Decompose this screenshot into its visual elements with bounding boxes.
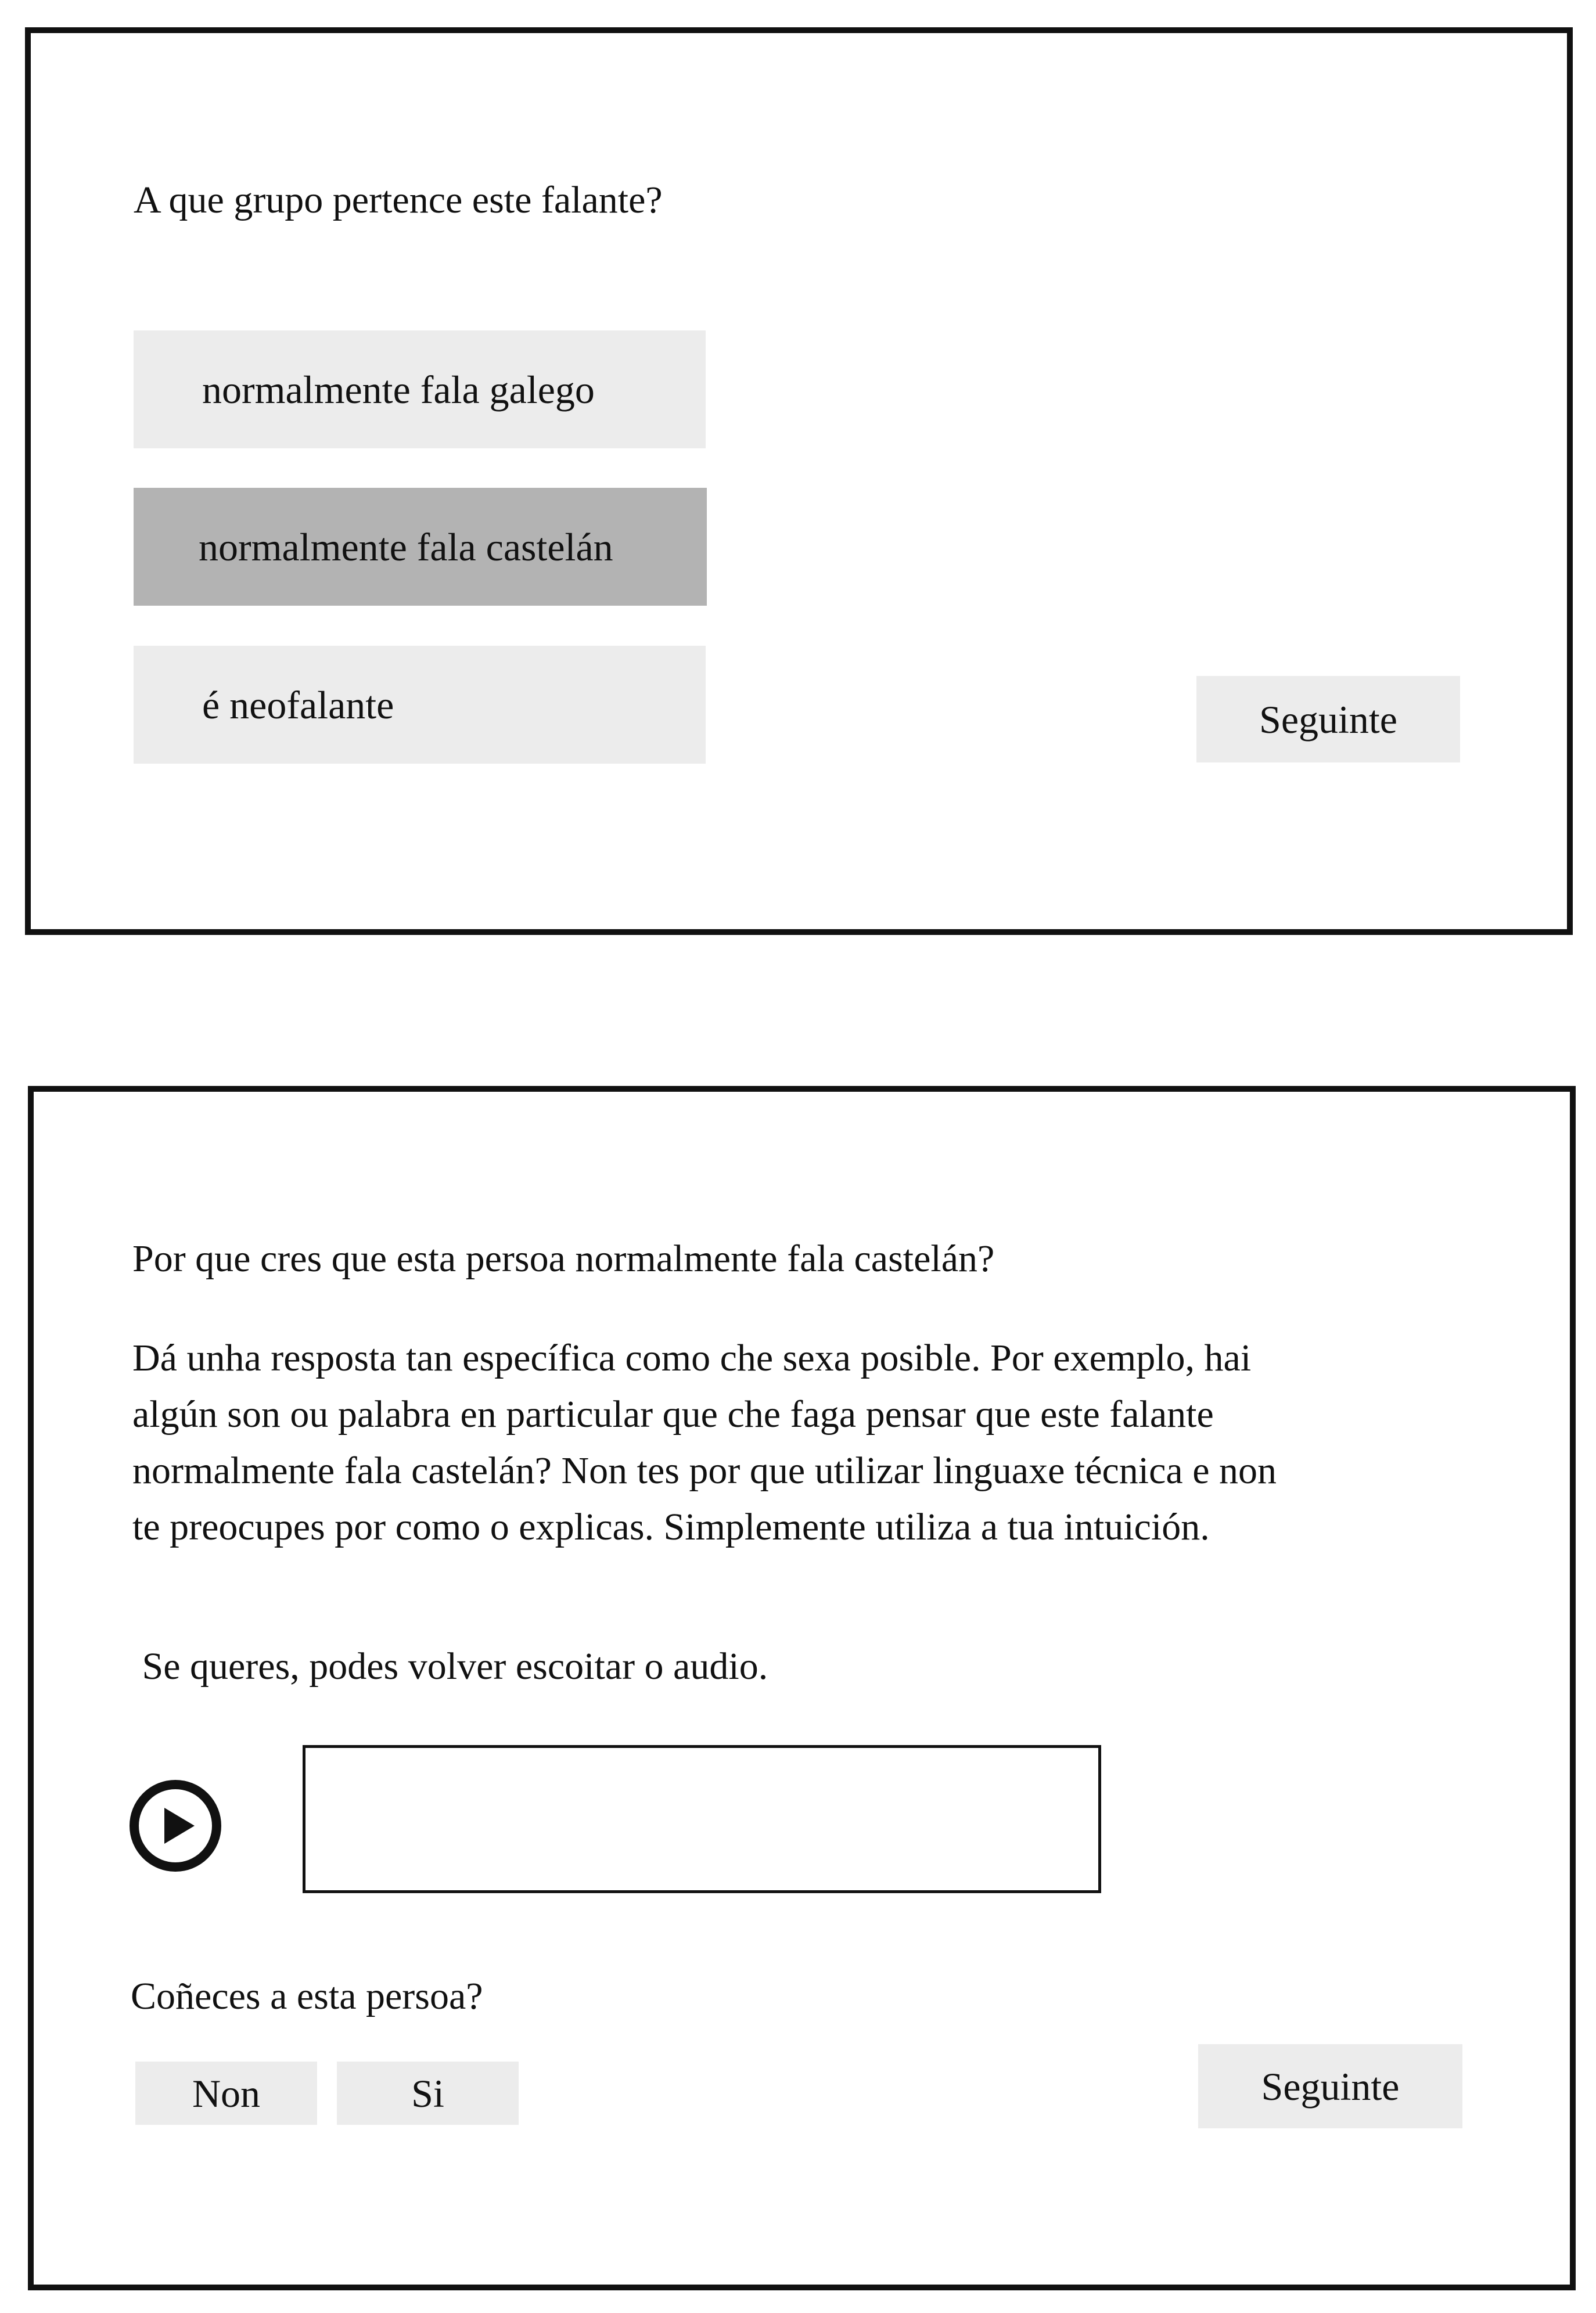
group-question-panel (25, 27, 1573, 935)
reason-question-text: Por que cres que esta persoa normalmente fala castelán? (132, 1238, 995, 1280)
next-button[interactable] (1198, 2044, 1462, 2128)
yes-button-label: Si (411, 2071, 444, 2116)
instructions-paragraph (132, 1330, 1526, 1555)
option-label: é neofalante (202, 682, 394, 727)
option-neofalante-button[interactable] (134, 646, 706, 764)
no-button[interactable] (135, 2062, 317, 2125)
replay-hint-text: Se queres, podes volver escoitar o audio. (132, 1645, 768, 1688)
play-circle-icon[interactable] (128, 1779, 222, 1873)
option-label: normalmente fala castelán (199, 524, 613, 569)
yes-button[interactable] (337, 2062, 519, 2125)
instructions-line: normalmente fala castelán? Non tes por que utilizar linguaxe técnica e non (132, 1449, 1277, 1492)
instructions-line: Dá unha resposta tan específica como che sexa posible. Por exemplo, hai (132, 1337, 1252, 1379)
option-castelan-button[interactable] (134, 488, 707, 606)
no-button-label: Non (192, 2071, 261, 2116)
next-button[interactable] (1196, 676, 1460, 762)
option-label: normalmente fala galego (202, 367, 595, 412)
next-button-label: Seguinte (1261, 2064, 1400, 2109)
instructions-line: algún son ou palabra en particular que che faga pensar que este falante (132, 1393, 1214, 1436)
instructions-line: te preocupes por como o explicas. Simplemente utiliza a tua intuición. (132, 1506, 1210, 1548)
answer-input[interactable] (303, 1745, 1101, 1893)
reason-question-panel (28, 1086, 1576, 2290)
know-person-question: Coñeces a esta persoa? (131, 1975, 483, 2017)
option-galego-button[interactable] (134, 330, 706, 448)
next-button-label: Seguinte (1259, 697, 1397, 742)
group-question-text: A que grupo pertence este falante? (134, 179, 663, 221)
